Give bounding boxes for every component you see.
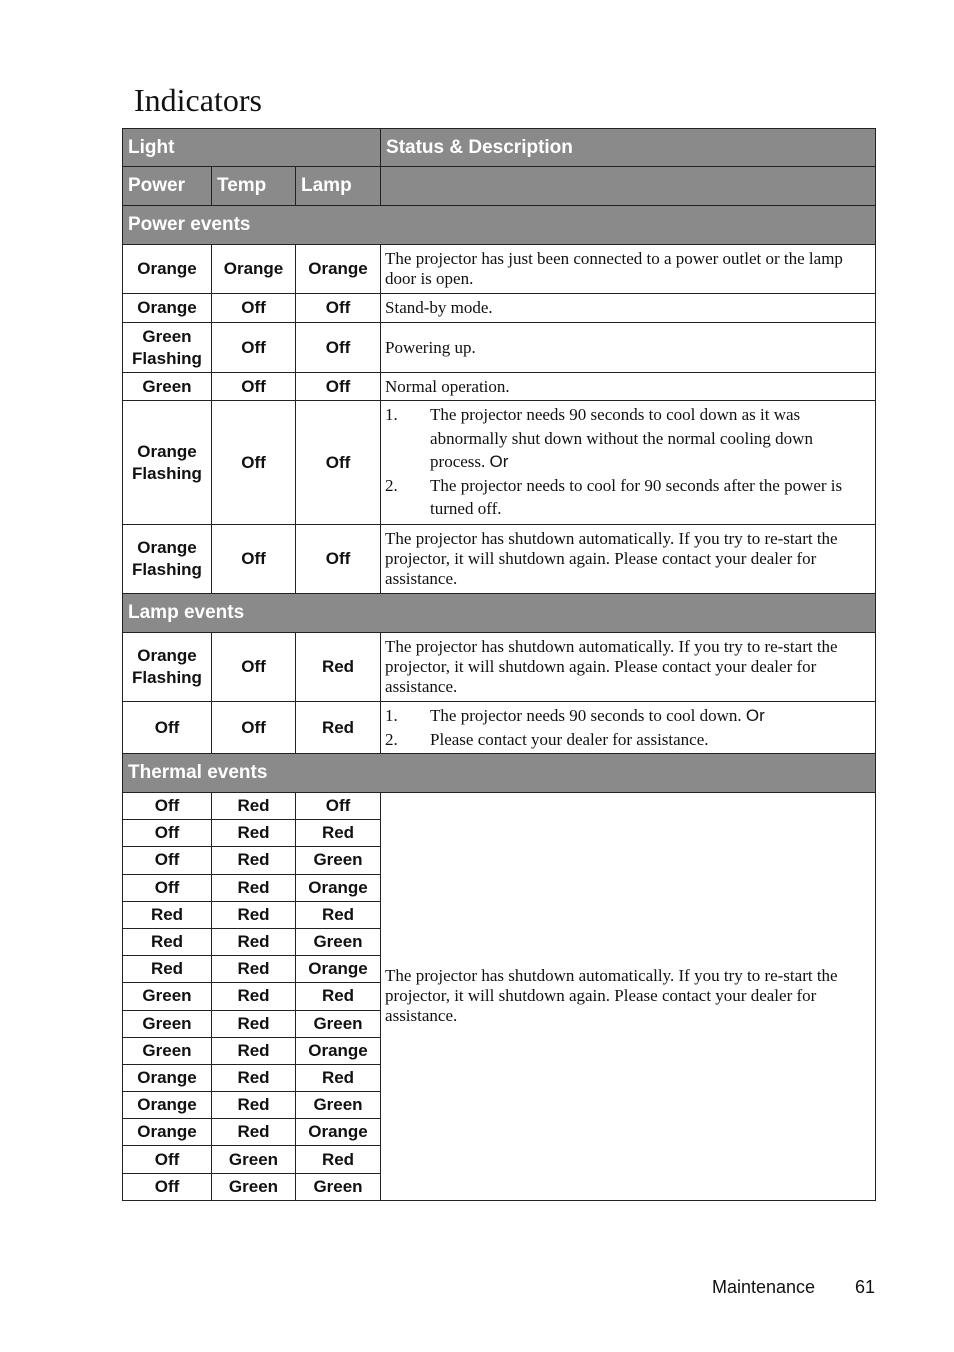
list-text-body: The projector needs to cool for 90 seconds after the power is turned off. [430,475,843,518]
indicators-table [122,128,876,1201]
temp-light-cell: Off [212,525,296,594]
table-row [123,793,876,820]
temp-header: Temp [212,167,296,206]
temp-light-cell: Red [212,1064,296,1091]
list-text [430,474,869,521]
power-light-cell: Orange Flashing [123,633,212,702]
lamp-light-cell: Orange [296,245,381,294]
power-light-cell: Green [123,373,212,401]
power-light-cell: Green [123,1010,212,1037]
temp-light-cell: Red [212,1037,296,1064]
description-cell: Powering up. [381,323,876,373]
header-row-sub [123,167,876,206]
power-header: Power [123,167,212,206]
header-row-top [123,129,876,167]
temp-light-cell: Red [212,820,296,847]
power-light-cell: Off [123,820,212,847]
power-light-cell: Red [123,901,212,928]
power-light-cell: Red [123,928,212,955]
temp-light-cell: Red [212,1092,296,1119]
list-number: 1. [385,405,398,424]
table-row [123,323,876,373]
list-number: 2. [385,729,398,749]
lamp-header: Lamp [296,167,381,206]
temp-light-cell: Green [212,1146,296,1173]
power-light-cell: Orange [123,1092,212,1119]
temp-light-cell: Red [212,928,296,955]
temp-light-cell: Red [212,874,296,901]
temp-light-cell: Red [212,1119,296,1146]
power-light-cell: Off [123,1146,212,1173]
lamp-light-cell: Red [296,1064,381,1091]
lamp-light-cell: Orange [296,1037,381,1064]
description-cell: The projector has shutdown automatically. If you try to re-start the projector, it will shutdown again. Please contact your dealer for assistance. [381,633,876,702]
light-header: Light [123,129,381,167]
lamp-light-cell: Red [296,983,381,1010]
temp-light-cell: Red [212,793,296,820]
description-cell: The projector has just been connected to a power outlet or the lamp door is open. [381,245,876,294]
power-light-cell: Orange [123,1064,212,1091]
list-number: 1. [385,706,398,725]
description-list [385,403,869,521]
power-light-cell: Green [123,983,212,1010]
list-text [430,403,869,474]
power-light-cell: Off [123,1173,212,1200]
temp-light-cell: Red [212,983,296,1010]
power-light-cell: Orange [123,245,212,294]
page-number: 61 [855,1277,876,1297]
power-light-cell: Green Flashing [123,323,212,373]
list-text [430,704,869,728]
power-light-cell: Orange [123,1119,212,1146]
lamp-light-cell: Green [296,847,381,874]
power-light-cell: Off [123,793,212,820]
description-cell [381,401,876,525]
lamp-light-cell: Off [296,401,381,525]
list-number: 2. [385,475,398,495]
lamp-light-cell: Orange [296,1119,381,1146]
temp-light-cell: Red [212,901,296,928]
lamp-light-cell: Green [296,928,381,955]
table-row [123,294,876,323]
list-text-body: The projector needs 90 seconds to cool down as it was abnormally shut down without the normal cooling down process. [430,405,813,471]
power-light-cell: Green [123,1037,212,1064]
lamp-light-cell: Off [296,373,381,401]
or-label: Or [745,706,765,725]
section-row [123,206,876,245]
temp-light-cell: Green [212,1173,296,1200]
power-light-cell: Off [123,874,212,901]
lamp-light-cell: Red [296,702,381,754]
lamp-light-cell: Off [296,294,381,323]
temp-light-cell: Red [212,1010,296,1037]
lamp-light-cell: Red [296,633,381,702]
table-row [123,401,876,525]
power-light-cell: Off [123,702,212,754]
lamp-light-cell: Off [296,323,381,373]
lamp-light-cell: Off [296,793,381,820]
or-label: Or [489,452,509,471]
description-list-item [385,403,869,474]
description-list-item [385,728,869,752]
temp-light-cell: Off [212,401,296,525]
table-row [123,702,876,754]
lamp-light-cell: Green [296,1010,381,1037]
section-row [123,594,876,633]
empty-header [381,167,876,206]
lamp-light-cell: Off [296,525,381,594]
lamp-events-section: Lamp events [123,594,876,633]
section-row [123,754,876,793]
temp-light-cell: Orange [212,245,296,294]
temp-light-cell: Off [212,294,296,323]
lamp-light-cell: Orange [296,874,381,901]
power-events-section: Power events [123,206,876,245]
power-light-cell: Off [123,847,212,874]
description-list [385,704,869,751]
description-list-item [385,474,869,521]
lamp-light-cell: Red [296,1146,381,1173]
temp-light-cell: Off [212,373,296,401]
lamp-light-cell: Red [296,901,381,928]
lamp-light-cell: Orange [296,956,381,983]
description-cell: The projector has shutdown automatically. If you try to re-start the projector, it will shutdown again. Please contact your dealer for assistance. [381,525,876,594]
temp-light-cell: Off [212,323,296,373]
table-row [123,525,876,594]
description-cell: The projector has shutdown automatically. If you try to re-start the projector, it will shutdown again. Please contact your dealer for assistance. [381,793,876,1201]
list-text [430,728,869,752]
description-cell [381,702,876,754]
list-text-body: The projector needs 90 seconds to cool down. [430,706,742,725]
lamp-light-cell: Red [296,820,381,847]
temp-light-cell: Red [212,956,296,983]
power-light-cell: Orange Flashing [123,401,212,525]
power-light-cell: Orange Flashing [123,525,212,594]
temp-light-cell: Red [212,847,296,874]
status-header: Status & Description [381,129,876,167]
lamp-light-cell: Green [296,1092,381,1119]
table-row [123,633,876,702]
lamp-light-cell: Green [296,1173,381,1200]
description-list-item [385,704,869,728]
table-row [123,245,876,294]
table-row [123,373,876,401]
list-text-body: Please contact your dealer for assistance. [430,729,709,749]
page-title: Indicators [134,82,262,118]
power-light-cell: Red [123,956,212,983]
footer-section: Maintenance [712,1277,816,1297]
temp-light-cell: Off [212,702,296,754]
power-light-cell: Orange [123,294,212,323]
description-cell: Normal operation. [381,373,876,401]
description-cell: Stand-by mode. [381,294,876,323]
thermal-events-section: Thermal events [123,754,876,793]
temp-light-cell: Off [212,633,296,702]
